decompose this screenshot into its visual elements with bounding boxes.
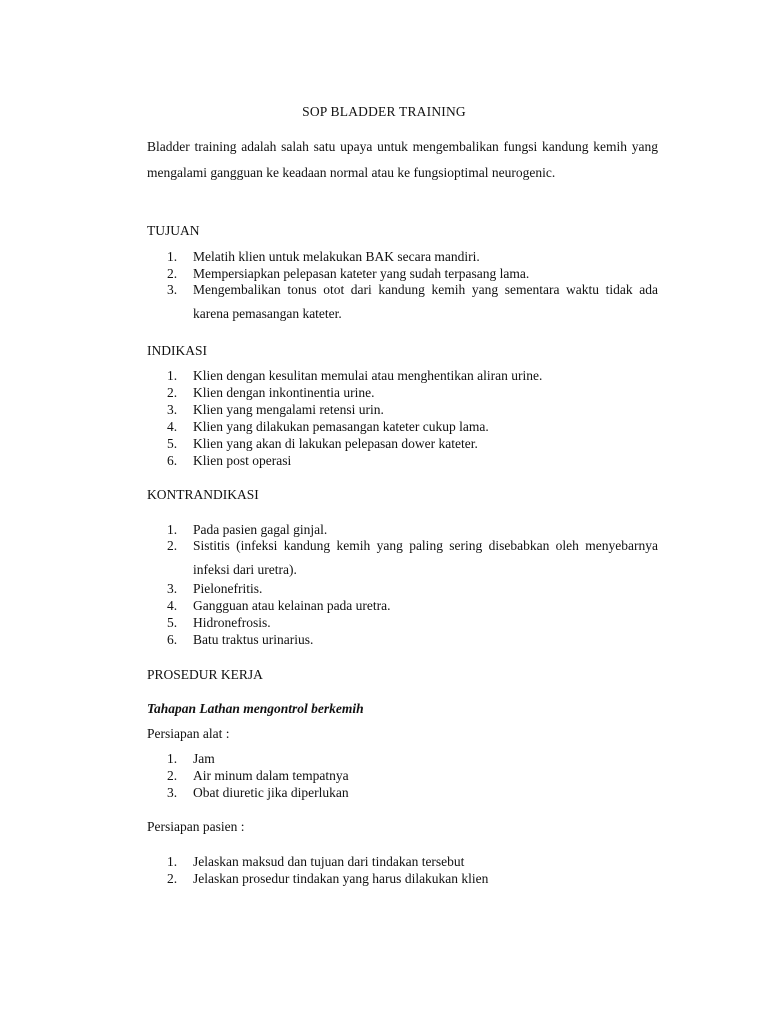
list-text: Batu traktus urinarius. [193, 632, 314, 647]
list-item [147, 853, 658, 870]
list-number: 1. [167, 249, 178, 264]
tujuan-list [147, 248, 658, 324]
kontraindikasi-list [147, 521, 658, 648]
section-heading-kontraindikasi: KONTRANDIKASI [147, 487, 259, 502]
list-text: Jelaskan maksud dan tujuan dari tindakan tersebut [193, 854, 465, 869]
list-item [147, 580, 658, 597]
section-heading-prosedur: PROSEDUR KERJA [147, 667, 263, 682]
list-number: 2. [167, 768, 178, 783]
list-item [147, 278, 658, 326]
document-title: SOP BLADDER TRAINING [302, 104, 466, 119]
list-item [147, 452, 658, 469]
list-item [147, 418, 658, 435]
list-text: Jam [193, 751, 215, 766]
list-item [147, 614, 658, 631]
list-text: Klien yang mengalami retensi urin. [193, 402, 384, 417]
list-number: 2. [167, 385, 178, 400]
list-number: 4. [167, 598, 178, 613]
list-number: 3. [167, 581, 178, 596]
list-item [147, 784, 658, 801]
list-number: 3. [167, 785, 178, 800]
list-item [147, 248, 658, 265]
list-text: Melatih klien untuk melakukan BAK secara mandiri. [193, 249, 480, 264]
persiapan-alat-label: Persiapan alat : [147, 726, 230, 741]
list-number: 1. [167, 522, 178, 537]
list-number: 3. [167, 282, 178, 297]
persiapan-alat-list [147, 750, 658, 801]
list-number: 3. [167, 402, 178, 417]
intro-paragraph: Bladder training adalah salah satu upaya untuk mengembalikan fungsi kandung kemih yang mengalami gangguan ke keadaan normal atau ke fungsioptimal neurogenic. [147, 139, 658, 180]
section-heading-indikasi: INDIKASI [147, 343, 207, 358]
list-number: 6. [167, 453, 178, 468]
list-text: Klien dengan kesulitan memulai atau menghentikan aliran urine. [193, 368, 543, 383]
list-item [147, 750, 658, 767]
list-item [147, 597, 658, 614]
list-number: 6. [167, 632, 178, 647]
list-number: 2. [167, 266, 178, 281]
persiapan-pasien-label: Persiapan pasien : [147, 819, 245, 834]
list-text: Air minum dalam tempatnya [193, 768, 349, 783]
list-item [147, 767, 658, 784]
persiapan-pasien-list [147, 853, 658, 887]
indikasi-list [147, 367, 658, 469]
list-text: Jelaskan prosedur tindakan yang harus dilakukan klien [193, 871, 489, 886]
list-item [147, 534, 658, 582]
list-item [147, 870, 658, 887]
list-text: Obat diuretic jika diperlukan [193, 785, 349, 800]
list-text: Hidronefrosis. [193, 615, 271, 630]
list-number: 1. [167, 751, 178, 766]
list-number: 5. [167, 615, 178, 630]
list-item [147, 435, 658, 452]
list-item [147, 384, 658, 401]
list-number: 2. [167, 871, 178, 886]
list-number: 2. [167, 538, 178, 553]
list-item [147, 631, 658, 648]
list-number: 1. [167, 368, 178, 383]
list-item [147, 367, 658, 384]
list-number: 5. [167, 436, 178, 451]
list-text: Mengembalikan tonus otot dari kandung kemih yang sementara waktu tidak ada karena pemasangan kateter. [193, 282, 658, 321]
list-text: Sistitis (infeksi kandung kemih yang paling sering disebabkan oleh menyebarnya infeksi dari uretra). [193, 538, 658, 577]
list-text: Pada pasien gagal ginjal. [193, 522, 328, 537]
list-item [147, 401, 658, 418]
list-text: Mempersiapkan pelepasan kateter yang sudah terpasang lama. [193, 266, 530, 281]
list-text: Klien yang dilakukan pemasangan kateter cukup lama. [193, 419, 489, 434]
list-number: 1. [167, 854, 178, 869]
list-text: Gangguan atau kelainan pada uretra. [193, 598, 391, 613]
list-number: 4. [167, 419, 178, 434]
procedure-subheading: Tahapan Lathan mengontrol berkemih [147, 701, 364, 716]
list-text: Klien post operasi [193, 453, 292, 468]
list-text: Klien dengan inkontinentia urine. [193, 385, 375, 400]
section-heading-tujuan: TUJUAN [147, 223, 200, 238]
list-text: Pielonefritis. [193, 581, 263, 596]
list-text: Klien yang akan di lakukan pelepasan dower kateter. [193, 436, 478, 451]
